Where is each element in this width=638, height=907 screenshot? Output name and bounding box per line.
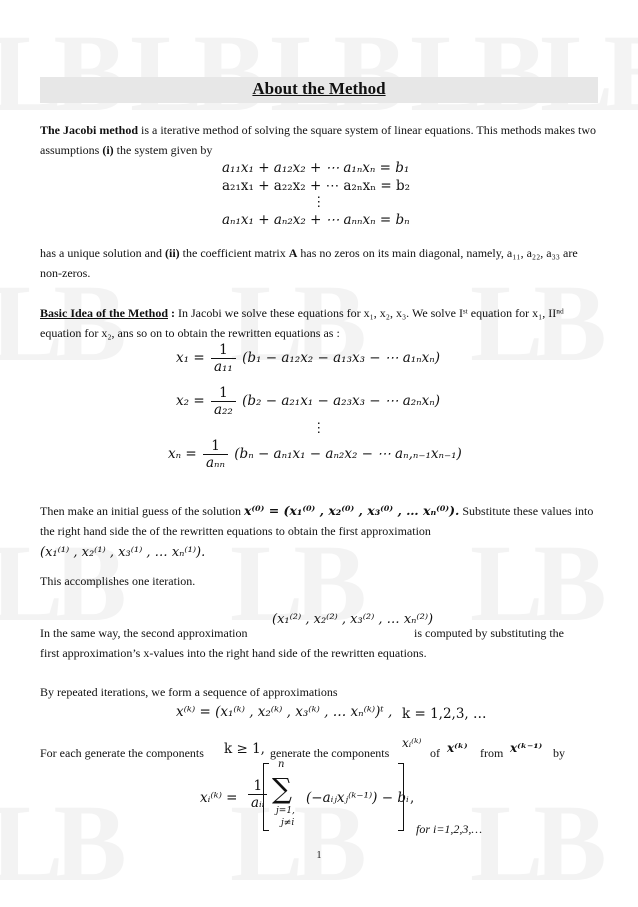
final-comma: , bbox=[410, 790, 415, 806]
iteration-text1b: Substitute these values into bbox=[459, 504, 594, 518]
rewritten-xn-num: 1 bbox=[203, 438, 228, 455]
intro-paragraph bbox=[40, 120, 600, 160]
sum-top: n bbox=[278, 759, 285, 770]
intro-text1: is a iterative method of solving the square system of linear equations. This methods makes two assumptions bbox=[40, 123, 597, 157]
basic-idea-text: In Jacobi we solve these equations for x₁, x₂, x₃. We solve Iˢᵗ equation for x₁, IIⁿᵈ equation for x₂, ans so on to obtain the rewritten equations as : bbox=[40, 306, 564, 340]
rewritten-xn-lhs: xₙ = bbox=[168, 446, 197, 462]
sum-bottom2: j≠i bbox=[281, 818, 295, 828]
components-xik: xᵢ⁽ᵏ⁾ bbox=[402, 736, 422, 750]
rewritten-xn-den: aₙₙ bbox=[205, 455, 225, 471]
initial-guess-formula: x⁽⁰⁾ = (x₁⁽⁰⁾ , x₂⁽⁰⁾ , x₃⁽⁰⁾ , … xₙ⁽⁰⁾). bbox=[243, 503, 460, 518]
components-xk1: x⁽ᵏ⁻¹⁾ bbox=[510, 741, 543, 755]
rewritten-x2-num: 1 bbox=[211, 385, 236, 402]
sequence-formula: x⁽ᵏ⁾ = (x₁⁽ᵏ⁾ , x₂⁽ᵏ⁾ , x₃⁽ᵏ⁾ , … xₙ⁽ᵏ⁾)ᵗ , bbox=[176, 704, 393, 720]
basic-idea-heading: Basic Idea of the Method bbox=[40, 306, 168, 320]
components-text1: For each generate the components bbox=[40, 746, 204, 760]
assumption-i-label: (i) bbox=[102, 143, 114, 157]
final-num: 1 bbox=[248, 778, 267, 795]
watermark-logo bbox=[470, 780, 597, 907]
assumption-ii-label: (ii) bbox=[164, 246, 180, 260]
first-approximation-formula: (x₁⁽¹⁾ , x₂⁽¹⁾ , x₃⁽¹⁾ , … xₙ⁽¹⁾). bbox=[40, 545, 206, 560]
iteration-line1 bbox=[40, 501, 600, 521]
rewritten-x2-lhs: x₂ = bbox=[176, 393, 205, 409]
rewritten-xn-fraction bbox=[203, 438, 228, 471]
sum-symbol: ∑ bbox=[272, 772, 292, 805]
intro-text2: the system given by bbox=[113, 143, 213, 157]
left-bracket bbox=[263, 763, 269, 831]
assumptions-text2: the coefficient matrix bbox=[179, 246, 289, 260]
assumptions-text1: has a unique solution and bbox=[40, 246, 165, 260]
system-eq1: a₁₁x₁ + a₁₂x₂ + ⋯ a₁ₙxₙ = b₁ bbox=[222, 160, 410, 176]
final-for-text: for i=1,2,3,… bbox=[416, 822, 483, 836]
rewritten-x1-rhs: (b₁ − a₁₂x₂ − a₁₃x₃ − ⋯ a₁ₙxₙ) bbox=[242, 350, 440, 366]
rewritten-eqn bbox=[168, 438, 462, 471]
basic-idea-colon: : bbox=[168, 306, 178, 320]
page-number: 1 bbox=[316, 850, 322, 861]
watermark-logo bbox=[0, 10, 117, 137]
rewritten-x2-fraction bbox=[211, 385, 236, 418]
watermark-logo bbox=[130, 10, 257, 137]
iteration-text1: Then make an initial guess of the solution bbox=[40, 504, 241, 518]
system-dots: ⋮ bbox=[312, 194, 326, 210]
final-den: aᵢᵢ bbox=[251, 795, 265, 811]
sequence-k-range: k = 1,2,3, … bbox=[402, 706, 487, 722]
components-from: from bbox=[480, 746, 504, 760]
components-xk: x⁽ᵏ⁾ bbox=[447, 741, 468, 755]
second-text1: In the same way, the second approximation bbox=[40, 626, 248, 640]
watermark-logo bbox=[270, 10, 397, 137]
sequence-text: By repeated iterations, we form a sequence of approximations bbox=[40, 685, 338, 699]
rewritten-eq1 bbox=[176, 342, 440, 375]
final-lhs: xᵢ⁽ᵏ⁾ = bbox=[200, 790, 238, 806]
basic-idea-paragraph bbox=[40, 303, 600, 343]
rewritten-x2-rhs: (b₂ − a₂₁x₁ − a₂₃x₃ − ⋯ a₂ₙxₙ) bbox=[242, 393, 440, 409]
iteration-line2: the right hand side the of the rewritten equations to obtain the first approximation bbox=[40, 524, 431, 538]
watermark-logo bbox=[410, 10, 537, 137]
rewritten-x2-den: a₂₂ bbox=[213, 402, 233, 418]
components-text2: generate the components bbox=[270, 746, 390, 760]
watermark-logo bbox=[0, 780, 117, 907]
rewritten-xn-rhs: (bₙ − aₙ₁x₁ − aₙ₂x₂ − ⋯ aₙ,ₙ₋₁xₙ₋₁) bbox=[234, 446, 462, 462]
rewritten-x1-den: a₁₁ bbox=[213, 359, 233, 375]
second-text3: first approximation’s x-values into the right hand side of the rewritten equations. bbox=[40, 646, 427, 660]
matrix-a-label: A bbox=[288, 246, 298, 260]
iteration-line3: This accomplishes one iteration. bbox=[40, 574, 196, 588]
final-body: (−aᵢⱼxⱼ⁽ᵏ⁻¹⁾) − bᵢ bbox=[306, 790, 409, 806]
components-by: by bbox=[553, 746, 565, 760]
page-title: About the Method bbox=[252, 79, 386, 98]
rewritten-x1-lhs: x₁ = bbox=[176, 350, 205, 366]
second-text2: is computed by substituting the bbox=[414, 626, 564, 640]
system-eq2: a₂₁x₁ + a₂₂x₂ + ⋯ a₂ₙxₙ = b₂ bbox=[222, 178, 411, 194]
watermark-logo bbox=[540, 10, 638, 137]
components-of: of bbox=[430, 746, 440, 760]
rewritten-dots: ⋮ bbox=[312, 420, 326, 436]
assumptions-paragraph bbox=[40, 243, 600, 283]
right-bracket bbox=[398, 763, 404, 831]
rewritten-x1-fraction bbox=[211, 342, 236, 375]
assumptions-text3: has no zeros on its main diagonal, namely, a₁₁, a₂₂, a₃₃ are non-zeros. bbox=[40, 246, 578, 280]
sum-bottom1: j=1, bbox=[276, 806, 295, 816]
components-k-cond: k ≥ 1, bbox=[224, 741, 265, 757]
second-approximation-formula: (x₁⁽²⁾ , x₂⁽²⁾ , x₃⁽²⁾ , … xₙ⁽²⁾) bbox=[272, 612, 434, 627]
rewritten-eq2 bbox=[176, 385, 440, 418]
intro-bold-lead: The Jacobi method bbox=[40, 123, 139, 137]
rewritten-x1-num: 1 bbox=[211, 342, 236, 359]
system-eqn: aₙ₁x₁ + aₙ₂x₂ + ⋯ aₙₙxₙ = bₙ bbox=[222, 212, 410, 228]
